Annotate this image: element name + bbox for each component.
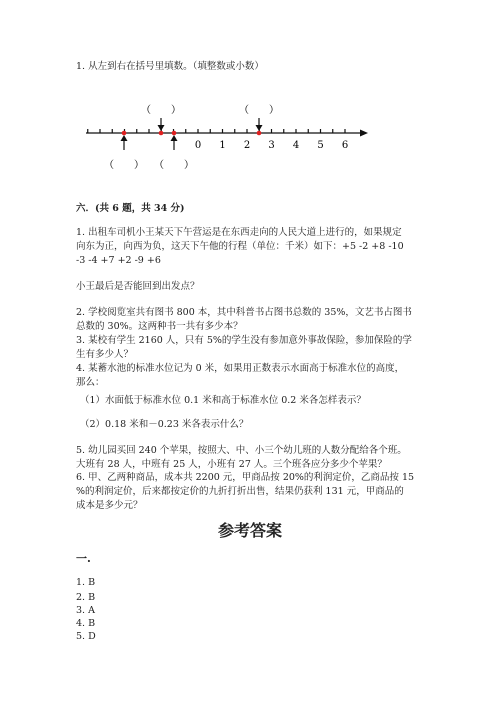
answer-item: 1. B xyxy=(76,577,96,588)
q6-4-sub2: （2）0.18 米和－0.23 米各表示什么？ xyxy=(80,419,249,430)
point-marker xyxy=(122,131,127,136)
number-line-tick-label: 2 xyxy=(243,140,251,151)
number-line-arrow-icon xyxy=(360,130,368,137)
answer-item: 4. B xyxy=(76,618,96,629)
number-line-figure xyxy=(0,95,500,175)
section-6-heading: 六．(共 6 题，共 34 分) xyxy=(76,203,185,214)
answers-title: 参考答案 xyxy=(217,521,282,540)
number-line-tick-label: 4 xyxy=(292,140,300,151)
number-line-tick-label: 6 xyxy=(341,140,349,151)
q6-3-line: 3. 某校有学生 2160 人，只有 5%的学生没有参加意外事故保险，参加保险的学 xyxy=(76,335,412,346)
number-line-tick-labels xyxy=(195,140,348,151)
q6-1-line: 向东为正，向西为负，这天下午他的行程（单位：千米）如下：+5 -2 +8 -10 xyxy=(76,241,404,252)
answer-bracket: （ ） xyxy=(154,160,194,171)
question-1-text: 1. 从左到右在括号里填数。（填整数或小数） xyxy=(76,61,264,72)
q6-6-line: %的利润定价，后来都按定价的九折打折出售，结果仍获利 131 元，甲商品的 xyxy=(76,486,404,497)
down-arrow-icon xyxy=(158,118,165,131)
answer-bracket: （ ） xyxy=(141,105,181,116)
answer-bracket: （ ） xyxy=(104,160,144,171)
q6-2-line: 2. 学校阅览室共有图书 800 本，其中科普书占图书总数的 35%，文艺书占图书 xyxy=(76,307,412,318)
number-line-tick-label: 3 xyxy=(268,140,275,151)
number-line-tick-label: 0 xyxy=(194,140,202,151)
q6-5-line: 5. 幼儿园买回 240 个苹果，按照大、中、小三个幼儿班的人数分配给各个班。 xyxy=(76,445,407,456)
point-marker xyxy=(159,131,164,136)
down-arrow-icon xyxy=(256,118,263,131)
point-marker xyxy=(172,131,177,136)
up-arrow-icon xyxy=(121,135,128,150)
q6-5-line: 大班有 28 人，中班有 25 人，小班有 27 人。三个班各应分多少个苹果？ xyxy=(76,459,387,470)
q6-2-line: 总数的 30%。这两种书一共有多少本？ xyxy=(76,321,243,332)
q6-4-line: 那么： xyxy=(76,377,105,388)
point-marker xyxy=(257,131,262,136)
answer-item: 5. D xyxy=(76,631,96,642)
answers-section-one: 一. xyxy=(76,552,91,565)
q6-4-sub1: （1）水面低于标准水位 0.1 米和高于标准水位 0.2 米各怎样表示？ xyxy=(80,395,366,406)
q6-6-line: 成本是多少元？ xyxy=(76,500,143,511)
q6-6-line: 6. 甲、乙两种商品，成本共 2200 元，甲商品按 20%的利润定价，乙商品按 15 xyxy=(76,472,415,483)
q6-1-line: 1. 出租车司机小王某天下午营运是在东西走向的人民大道上进行的，如果规定 xyxy=(76,227,402,238)
q6-4-line: 4. 某蓄水池的标准水位记为 0 米，如果用正数表示水面高于标准水位的高度， xyxy=(76,363,405,374)
number-line-tick-label: 5 xyxy=(317,140,324,151)
answer-item: 2. B xyxy=(76,592,96,603)
q6-1-question: 小王最后是否能回到出发点？ xyxy=(76,281,200,292)
q6-3-line: 生有多少人？ xyxy=(76,349,134,360)
number-line-tick-label: 1 xyxy=(219,140,226,151)
up-arrow-icon xyxy=(171,135,178,150)
answer-item: 3. A xyxy=(76,605,95,616)
q6-1-line: -3 -4 +7 +2 -9 +6 xyxy=(76,255,161,266)
answer-bracket: （ ） xyxy=(239,105,279,116)
